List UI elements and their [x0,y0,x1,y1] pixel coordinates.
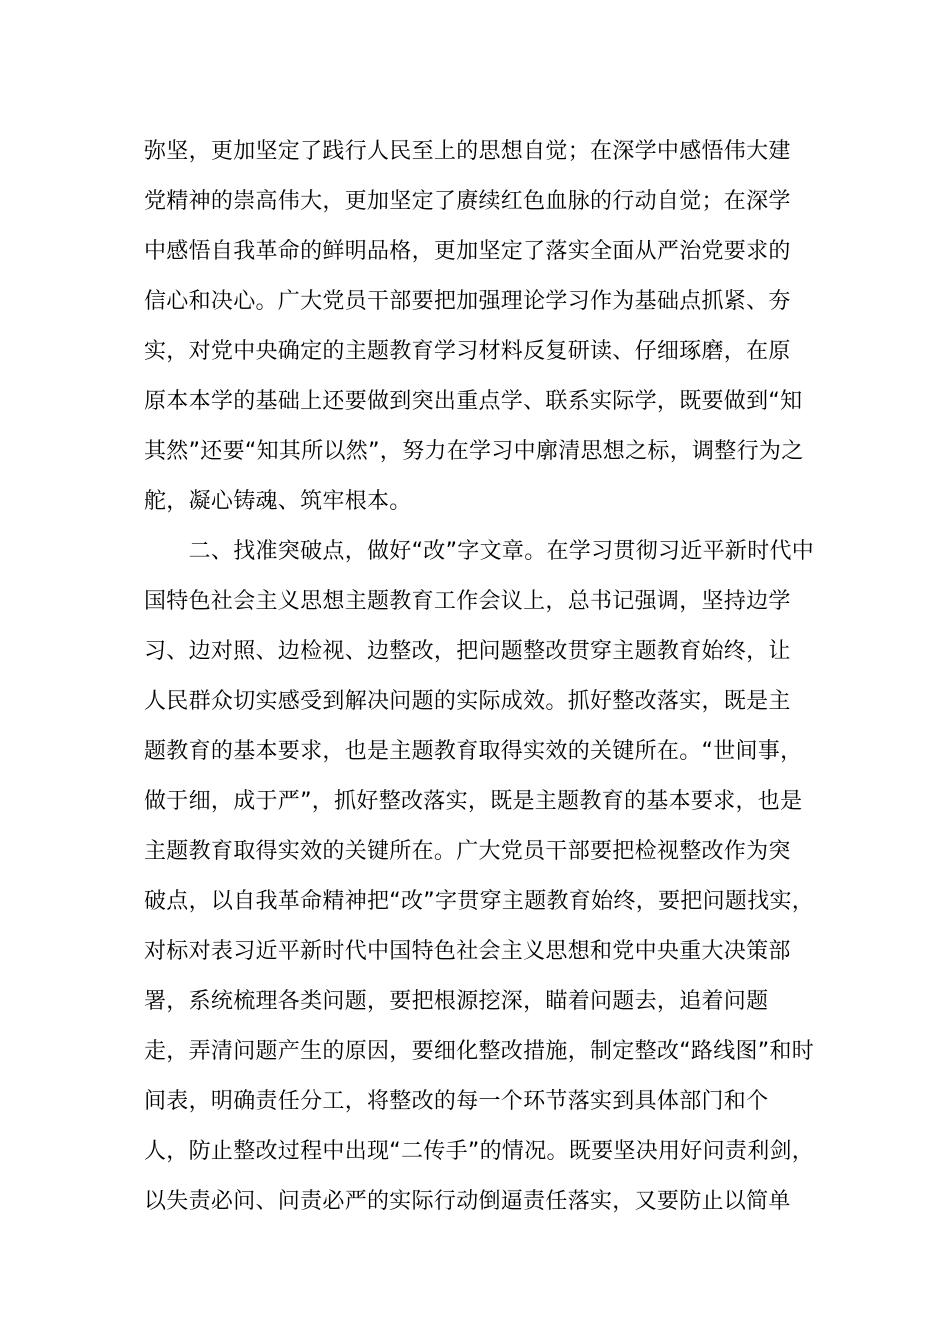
text-line: 弥坚，更加坚定了践行人民至上的思想自觉；在深学中感悟伟大建 [144,139,791,164]
text-line: 舵，凝心铸魂、筑牢根本。 [144,489,412,514]
text-line: 题教育的基本要求，也是主题教育取得实效的关键所在。“世间事， [144,739,803,764]
body-text [144,127,814,1227]
section-heading-line: 二、找准突破点，做好“改”字文章。在学习贯彻习近平新时代中 [144,539,815,564]
text-line: 信心和决心。广大党员干部要把加强理论学习作为基础点抓紧、夯 [144,289,791,314]
text-line: 间表，明确责任分工，将整改的每一个环节落实到具体部门和个 [144,1089,769,1114]
text-line: 对标对表习近平新时代中国特色社会主义思想和党中央重大决策部 [144,939,791,964]
text-line: 党精神的崇高伟大，更加坚定了赓续红色血脉的行动自觉；在深学 [144,189,791,214]
text-line: 原本本学的基础上还要做到突出重点学、联系实际学，既要做到“知 [144,389,803,414]
text-line: 破点，以自我革命精神把“改”字贯穿主题教育始终，要把问题找实， [144,889,815,914]
text-line: 署，系统梳理各类问题，要把根源挖深，瞄着问题去，追着问题 [144,989,769,1014]
text-line: 中感悟自我革命的鲜明品格，更加坚定了落实全面从严治党要求的 [144,239,791,264]
text-line: 实，对党中央确定的主题教育学习材料反复研读、仔细琢磨，在原 [144,339,791,364]
text-line: 习、边对照、边检视、边整改，把问题整改贯穿主题教育始终，让 [144,639,791,664]
text-line: 国特色社会主义思想主题教育工作会议上，总书记强调，坚持边学 [144,589,791,614]
text-line: 以失责必问、问责必严的实际行动倒逼责任落实，又要防止以简单 [144,1189,791,1214]
text-line: 做于细，成于严”，抓好整改落实，既是主题教育的基本要求，也是 [144,789,803,814]
text-line: 走，弄清问题产生的原因，要细化整改措施，制定整改“路线图”和时 [144,1039,815,1064]
text-line: 其然”还要“知其所以然”，努力在学习中廓清思想之标，调整行为之 [144,439,804,464]
text-line: 主题教育取得实效的关键所在。广大党员干部要把检视整改作为突 [144,839,791,864]
text-line: 人，防止整改过程中出现“二传手”的情况。既要坚决用好问责利剑， [144,1139,815,1164]
text-line: 人民群众切实感受到解决问题的实际成效。抓好整改落实，既是主 [144,689,791,714]
